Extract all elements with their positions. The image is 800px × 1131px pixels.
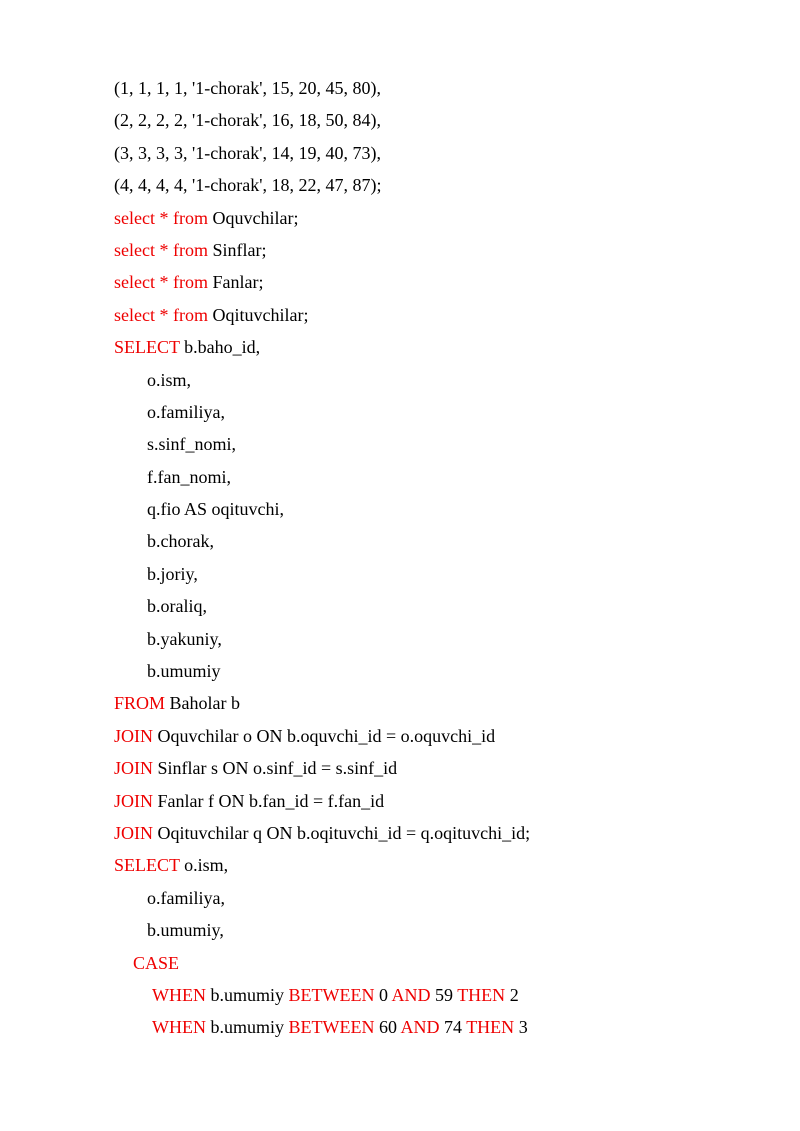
column-line: b.umumiy — [147, 661, 221, 682]
join-line — [114, 724, 754, 756]
keyword: select * from — [114, 304, 208, 325]
when-line — [114, 1015, 754, 1047]
keyword: select * from — [114, 272, 208, 293]
select-fanlar-line — [114, 270, 754, 302]
code-text: Oquvchilar; — [207, 207, 299, 228]
column-line: b.yakuniy, — [147, 628, 222, 649]
code-text: Sinflar s ON o.sinf_id = s.sinf_id — [153, 758, 398, 779]
keyword: CASE — [133, 952, 180, 973]
column-line: o.ism, — [147, 369, 192, 390]
keyword: AND — [391, 984, 431, 1005]
code-text: Fanlar; — [207, 272, 264, 293]
insert-values-row-4: (4, 4, 4, 4, '1-chorak', 18, 22, 47, 87); — [114, 175, 382, 196]
select-case-query-line — [114, 853, 754, 885]
keyword: select * from — [114, 207, 208, 228]
code-text: Oqituvchilar; — [207, 304, 309, 325]
column-line: b.umumiy, — [147, 920, 224, 941]
select-oquvchilar-line — [114, 206, 754, 238]
keyword: SELECT — [114, 337, 180, 358]
keyword: select * from — [114, 239, 208, 260]
when-line — [114, 983, 754, 1015]
keyword: JOIN — [114, 725, 153, 746]
select-sinflar-line — [114, 238, 754, 270]
select-join-query-line — [114, 335, 754, 367]
code-text: 3 — [514, 1017, 528, 1038]
keyword: WHEN — [152, 1017, 206, 1038]
keyword: AND — [400, 1017, 440, 1038]
code-text: b.baho_id, — [179, 337, 261, 358]
code-text: 0 — [374, 984, 392, 1005]
case-line — [114, 951, 754, 983]
column-line: b.oraliq, — [147, 596, 207, 617]
code-text: Baholar b — [165, 693, 241, 714]
join-line — [114, 789, 754, 821]
code-text: Oqituvchilar q ON b.oqituvchi_id = q.oqituvchi_id; — [153, 822, 531, 843]
keyword: THEN — [457, 984, 506, 1005]
join-line — [114, 821, 754, 853]
column-line: f.fan_nomi, — [147, 466, 231, 487]
code-text: Fanlar f ON b.fan_id = f.fan_id — [153, 790, 385, 811]
column-line: b.chorak, — [147, 531, 214, 552]
select-oqituvchilar-line — [114, 303, 754, 335]
column-line: o.familiya, — [147, 401, 225, 422]
code-text: 2 — [505, 984, 519, 1005]
keyword: JOIN — [114, 758, 153, 779]
code-text: Oquvchilar o ON b.oquvchi_id = o.oquvchi_id — [153, 725, 496, 746]
code-text: 60 — [374, 1017, 401, 1038]
keyword: THEN — [466, 1017, 515, 1038]
sql-code-block — [114, 76, 754, 1048]
code-text: o.ism, — [179, 855, 229, 876]
code-text: Sinflar; — [207, 239, 267, 260]
column-line: s.sinf_nomi, — [147, 434, 237, 455]
keyword: JOIN — [114, 822, 153, 843]
keyword: BETWEEN — [288, 984, 375, 1005]
column-line: q.fio AS oqituvchi, — [147, 499, 285, 520]
keyword: JOIN — [114, 790, 153, 811]
code-text: b.umumiy — [205, 1017, 289, 1038]
join-line — [114, 756, 754, 788]
keyword: FROM — [114, 693, 166, 714]
keyword: WHEN — [152, 984, 206, 1005]
insert-values-row-3: (3, 3, 3, 3, '1-chorak', 14, 19, 40, 73), — [114, 142, 381, 163]
code-text: 74 — [439, 1017, 467, 1038]
keyword: SELECT — [114, 855, 180, 876]
insert-values-row-2: (2, 2, 2, 2, '1-chorak', 16, 18, 50, 84), — [114, 110, 381, 131]
column-line: b.joriy, — [147, 563, 198, 584]
insert-values-row-1: (1, 1, 1, 1, '1-chorak', 15, 20, 45, 80), — [114, 78, 381, 98]
keyword: BETWEEN — [288, 1017, 375, 1038]
column-line: o.familiya, — [147, 887, 225, 908]
code-text: 59 — [430, 984, 458, 1005]
code-text: b.umumiy — [205, 984, 289, 1005]
from-line — [114, 691, 754, 723]
